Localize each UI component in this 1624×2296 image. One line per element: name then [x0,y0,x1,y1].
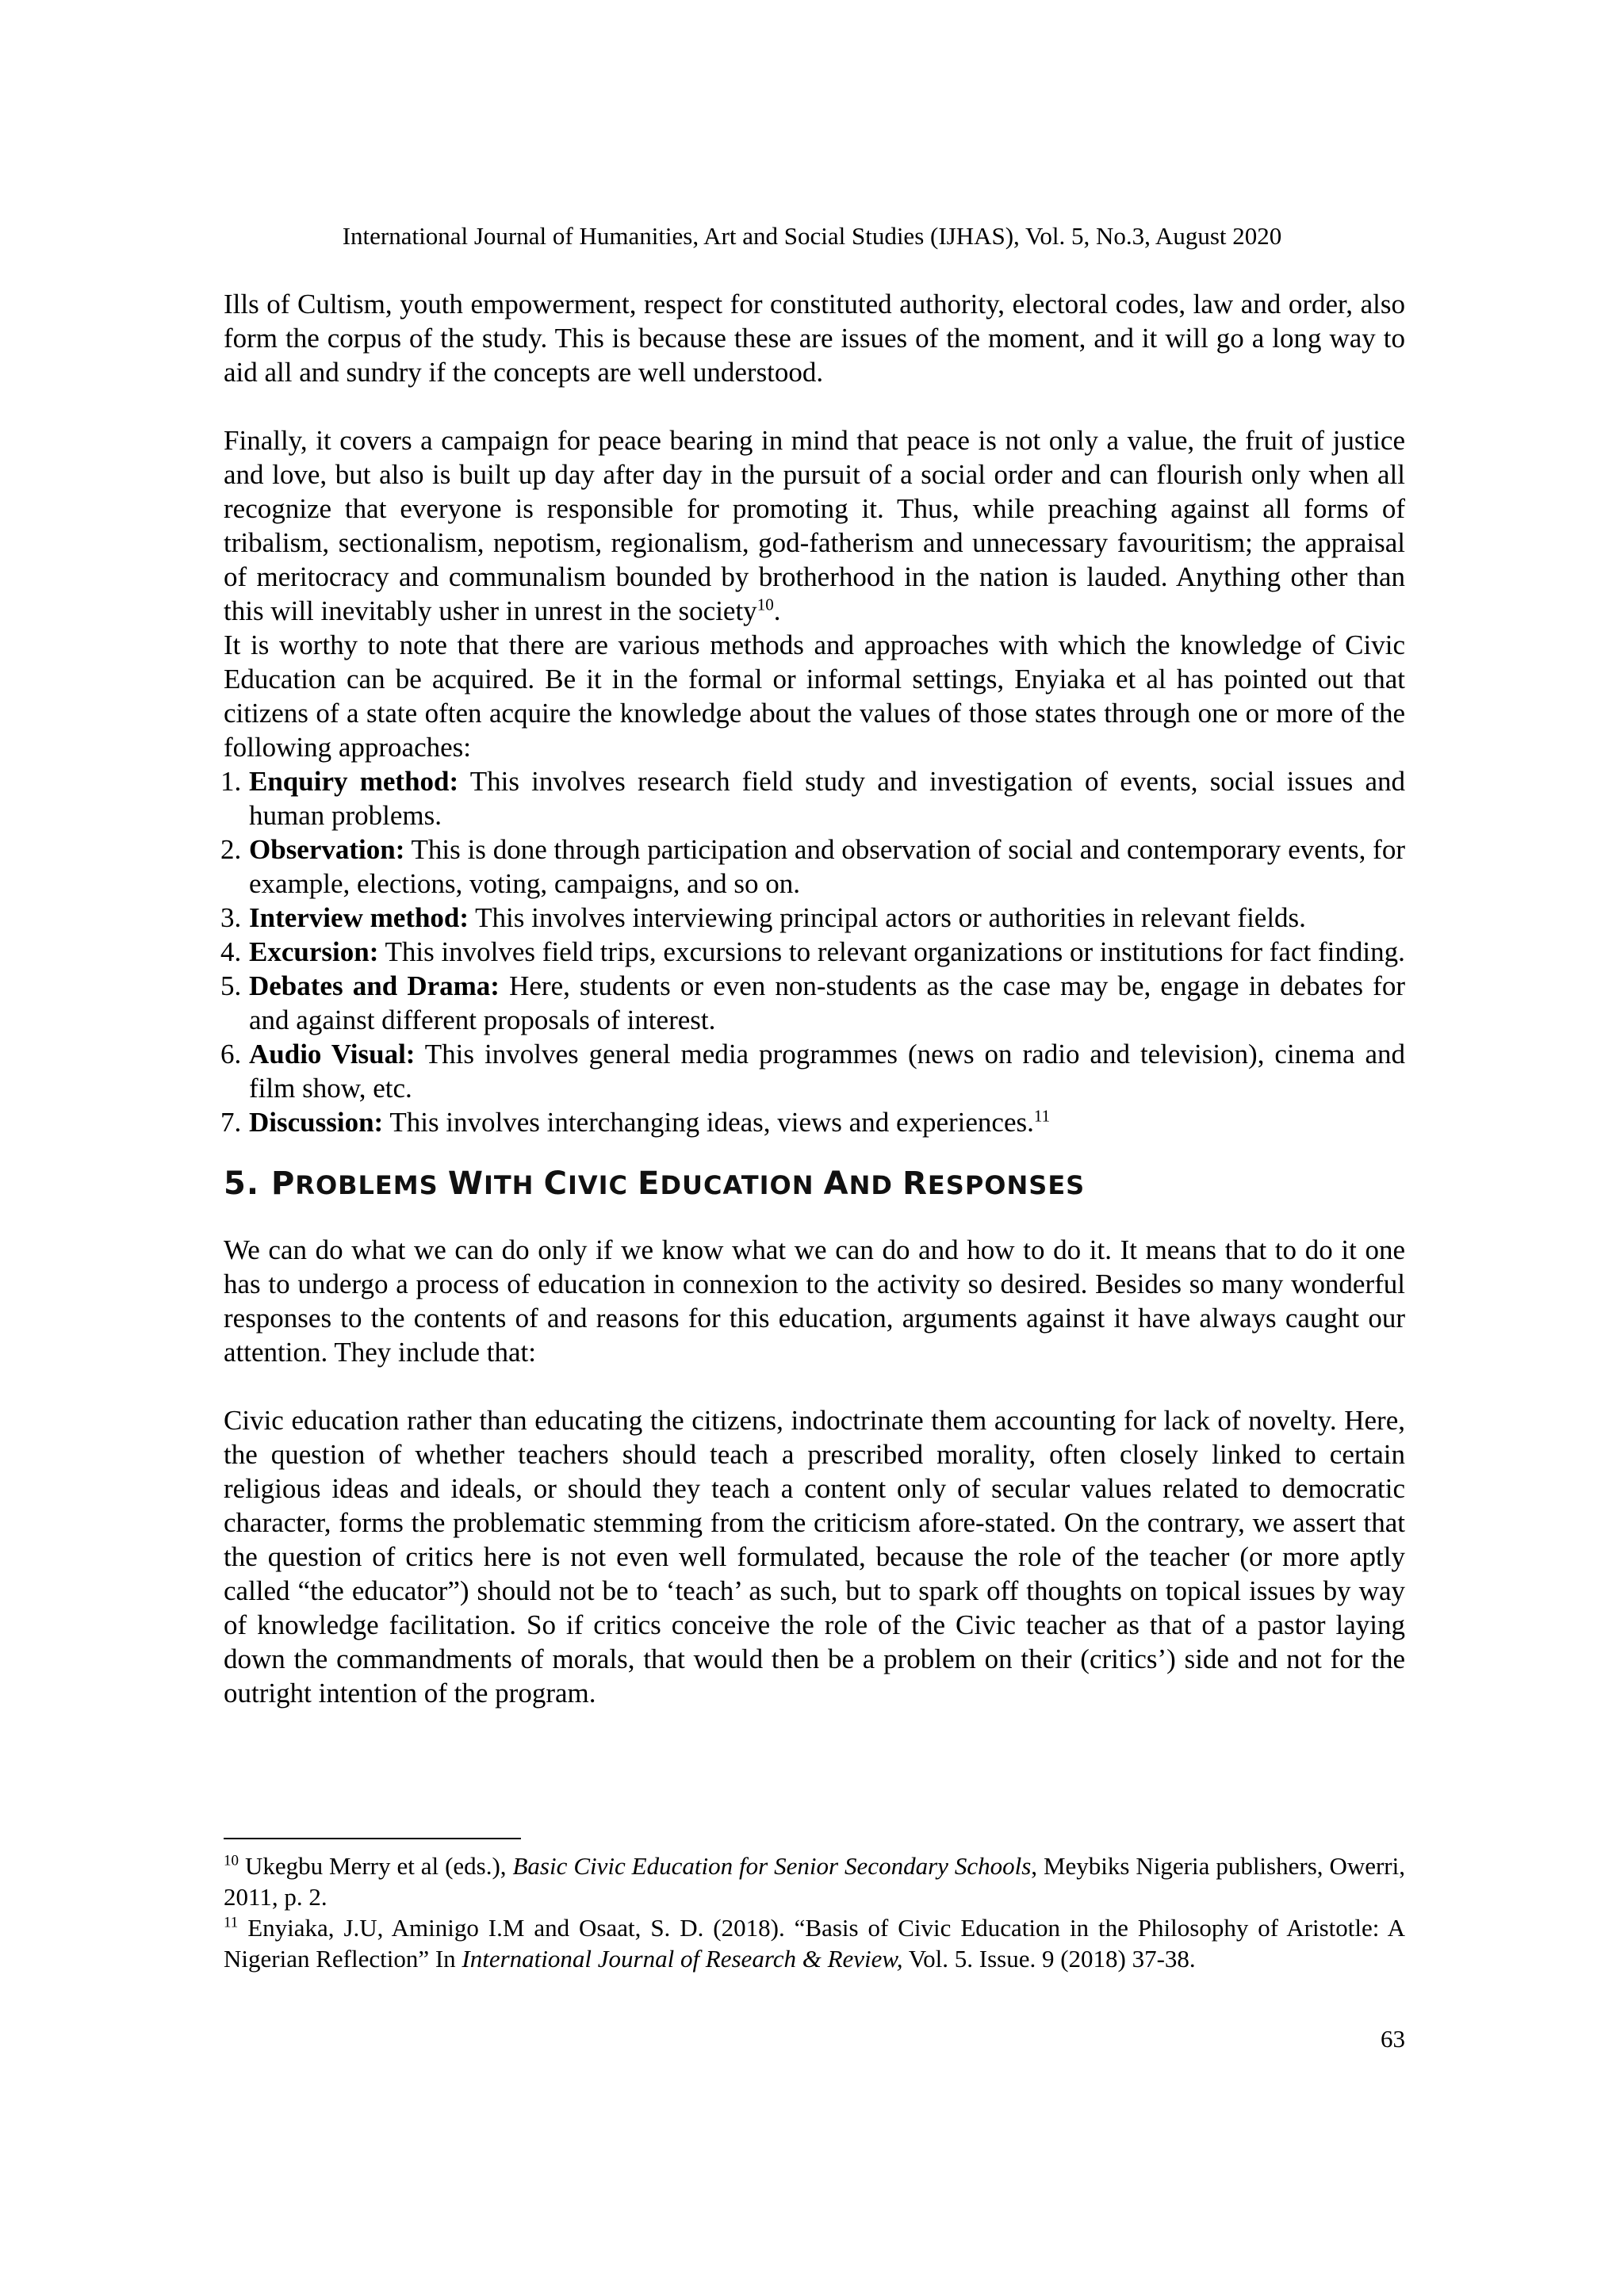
paragraph-text: Finally, it covers a campaign for peace bearing in mind that peace is not only a value, the fruit of justice and love, but also is built up day after day in the pursuit of a social order and can flourish only when all recognize that everyone is responsible for promoting it. Thus, while preaching against all forms of tribalism, sectionalism, nepotism, regionalism, god-fatherism and unnecessary favouritism; the appraisal of meritocracy and communalism bounded by brotherhood in the nation is lauded. Anything other than this will inevitably usher in unrest in the society [224,425,1405,626]
footnote-separator [224,1838,521,1839]
footnote-ref: 11 [1033,1106,1051,1126]
list-item [220,764,1405,832]
paragraph [224,423,1405,628]
footnote-text: Vol. 5. Issue. 9 (2018) 37-38. [902,1945,1196,1973]
section-heading [224,1163,1405,1206]
footnotes [224,1838,1405,1974]
footnote-ref: 10 [756,595,774,614]
footnote-text: , Meybiks Nigeria publishers, Owerri, 2011, p. 2. [224,1852,1405,1911]
list-description: This involves research field study and investigation of events, social issues and human problems. [249,766,1405,831]
list-description: This involves field trips, excursions to relevant organizations or institutions for fact finding. [378,936,1405,967]
list-description: This is done through participation and observation of social and contemporary events, for example, elections, voting, campaigns, and so on. [249,834,1405,899]
page-number: 63 [1381,2025,1405,2053]
section-number: 5. [224,1165,260,1202]
list-item [220,1037,1405,1105]
paragraph: Ills of Cultism, youth empowerment, respect for constituted authority, electoral codes, law and order, also form the corpus of the study. This is because these are issues of the moment, and it will go a long way to aid all and sundry if the concepts are well understood. [224,289,1405,388]
footnote-title: International Journal of Research & Review, [462,1945,903,1973]
paragraph: Civic education rather than educating the citizens, indoctrinate them accounting for lack of novelty. Here, the question of whether teachers should teach a prescribed morality, often closely linked to certain religious ideas and ideals, or should they teach a content only of secular values related to democratic character, forms the problematic stemming from the criticism afore-stated. On the contrary, we assert that the question of critics here is not even well formulated, because the role of the teacher (or more aptly called “the educator”) should not be to ‘teach’ as such, but to spark off thoughts on topical issues by way of knowledge facilitation. So if critics conceive the role of the Civic teacher as that of a pastor laying down the commandments of morals, that would then be a problem on their (critics’) side and not for the outright intention of the program. [224,1405,1405,1709]
paragraph: We can do what we can do only if we know what we can do and how to do it. It means that to do it one has to undergo a process of education in connexion to the activity so desired. Besides so many wonderful responses to the contents of and reasons for this education, arguments against it have always caught our attention. They include that: [224,1234,1405,1368]
list-item [220,832,1405,901]
paragraph-end: . [773,595,781,626]
list-number: 7. [220,1107,242,1138]
list-term: Debates and Drama: [249,970,500,1001]
list-number: 5. [220,970,242,1001]
list-item [220,901,1405,935]
list-term: Excursion: [249,936,379,967]
footnote [224,1912,1405,1974]
footnote-number: 11 [224,1914,239,1931]
footnote-number: 10 [224,1852,239,1869]
list-number: 2. [220,834,242,865]
body-text [220,287,1405,1710]
list-term: Observation: [249,834,405,865]
running-header: International Journal of Humanities, Art and Social Studies (IJHAS), Vol. 5, No.3, August 2020 [342,222,1282,250]
list-number: 4. [220,936,242,967]
footnote-text: Ukegbu Merry et al (eds.), [239,1852,513,1880]
methods-list [220,764,1405,1139]
list-item [220,935,1405,969]
list-description: This involves general media programmes (news on radio and television), cinema and film show, etc. [249,1039,1405,1104]
footnote-text: Enyiaka, J.U, Aminigo I.M and Osaat, S. D. (2018). “Basis of Civic Education in the Philosophy of Aristotle: A Nigerian Reflection” In [224,1914,1405,1973]
footnote [224,1850,1405,1912]
list-description: This involves interviewing principal actors or authorities in relevant fields. [469,902,1306,933]
list-item [220,969,1405,1037]
list-item [220,1105,1405,1139]
paragraph: It is worthy to note that there are various methods and approaches with which the knowledge of Civic Education can be acquired. Be it in the formal or informal settings, Enyiaka et al has pointed out that citizens of a state often acquire the knowledge about the values of those states through one or more of the following approaches: [224,629,1405,763]
list-number: 6. [220,1039,242,1070]
list-description: This involves interchanging ideas, views and experiences. [383,1107,1034,1138]
list-number: 3. [220,902,242,933]
list-term: Interview method: [249,902,469,933]
list-number: 1. [220,766,242,797]
list-term: Enquiry method: [249,766,459,797]
section-title: PROBLEMS WITH CIVIC EDUCATION AND RESPONSES [270,1165,1086,1202]
list-term: Discussion: [249,1107,384,1138]
list-description: Here, students or even non-students as the case may be, engage in debates for and against different proposals of interest. [249,970,1405,1035]
list-term: Audio Visual: [249,1039,416,1070]
footnote-title: Basic Civic Education for Senior Secondary Schools [512,1852,1032,1880]
